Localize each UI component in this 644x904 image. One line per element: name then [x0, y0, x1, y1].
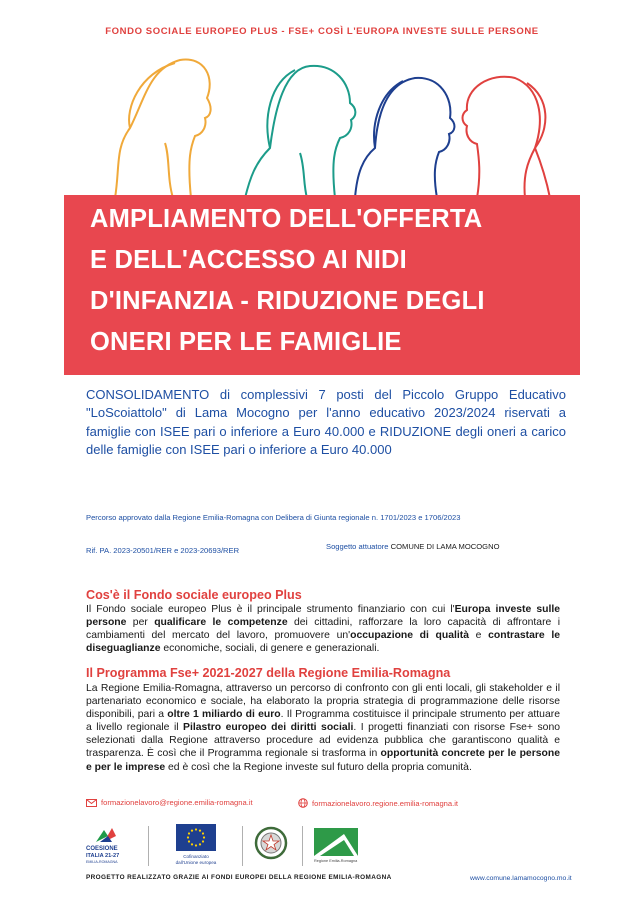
- face-navy-outline: [355, 78, 454, 198]
- footer-project-note: PROGETTO REALIZZATO GRAZIE AI FONDI EUROPEI DELLA REGIONE EMILIA-ROMAGNA: [86, 874, 392, 881]
- title-line: E DELL'ACCESSO AI NIDI: [90, 246, 407, 274]
- region-caption: Regione Emilia-Romagna: [314, 859, 358, 863]
- globe-icon: [298, 798, 308, 808]
- eu-caption: dall'Unione europea: [175, 860, 217, 865]
- text-run-bold: qualificare le competenze: [154, 617, 288, 629]
- reference-codes: Rif. PA. 2023-20501/RER e 2023-20693/RER: [86, 546, 240, 555]
- text-run: e: [469, 630, 489, 642]
- section-body-programma: [86, 682, 560, 774]
- face-teal-outline: [245, 66, 355, 198]
- coesione-mark-icon: [94, 824, 124, 844]
- approval-note: Percorso approvato dalla Regione Emilia-Romagna con Delibera di Giunta regionale n. 1701/2023 e 1706/2023: [86, 513, 461, 522]
- face-red-outline: [463, 77, 551, 198]
- coesione-text: ITALIA 21-27: [86, 853, 120, 859]
- text-run-bold: Pilastro europeo dei diritti sociali: [183, 722, 354, 734]
- text-run: Il Fondo sociale europeo Plus è il principale strumento finanziario con cui l': [86, 604, 455, 615]
- implementing-body-value: COMUNE DI LAMA MOCOGNO: [390, 542, 500, 551]
- contact-web[interactable]: [298, 798, 458, 808]
- coesione-italia-logo: [86, 822, 132, 870]
- text-run: economiche, sociali, di genere e generazionali.: [160, 643, 380, 655]
- text-run: La Regione Emilia-Romagna, attraverso un percorso di confronto con gli enti locali, gli stakeholder e il partenariato economico e sociale, ha elaborato la propria strategia di programmazione delle risorse disponibili, pari a: [86, 683, 560, 721]
- title-block: [64, 195, 580, 375]
- italian-republic-emblem: [254, 824, 288, 864]
- emblem-icon: [254, 824, 288, 862]
- eu-flag-icon: [176, 824, 216, 851]
- implementing-body: [326, 542, 499, 551]
- text-run-bold: opportunità concrete per le persone e per le imprese: [86, 748, 560, 773]
- coesione-text: EMILIA-ROMAGNA: [86, 860, 118, 864]
- logo-divider: [148, 826, 149, 866]
- coesione-text: COESIONE: [86, 846, 118, 852]
- footer-website-link[interactable]: www.comune.lamamocogno.mo.it: [470, 875, 572, 882]
- title-line: ONERI PER LE FAMIGLIE: [90, 328, 402, 356]
- eu-cofinanced-logo: [166, 824, 226, 870]
- section-title-programma: Il Programma Fse+ 2021-2027 della Regione Emilia-Romagna: [86, 666, 451, 680]
- regione-emilia-romagna-logo: [314, 828, 374, 868]
- intro-paragraph: CONSOLIDAMENTO di complessivi 7 posti del Piccolo Gruppo Educativo "LoScoiattolo" di Lama Mocogno per l'anno educativo 2023/2024 riservati a famiglie con ISEE pari o inferiore a Euro 40.000 e RIDUZIONE degli oneri a carico delle famiglie con ISEE pari o inferiore a Euro 40.000: [86, 387, 566, 457]
- contact-web-text[interactable]: formazionelavoro.regione.emilia-romagna.it: [312, 798, 459, 808]
- implementing-body-label: Soggetto attuatore: [326, 542, 389, 551]
- logo-divider: [242, 826, 243, 866]
- text-run-bold: contrastare le diseguaglianze: [86, 630, 560, 655]
- text-run: dei cittadini, rafforzare la loro capacità di affrontare i cambiamenti del mercato del lavoro, promuovere un': [86, 617, 561, 642]
- text-run-bold: oltre 1 miliardo di euro: [167, 709, 281, 721]
- title-line: D'INFANZIA - RIDUZIONE DEGLI: [90, 287, 485, 315]
- title-line: AMPLIAMENTO DELL'OFFERTA: [90, 205, 483, 233]
- contact-email[interactable]: [86, 798, 253, 807]
- text-run-bold: Europa investe sulle persone: [86, 604, 560, 629]
- logos-row: [86, 822, 386, 870]
- text-run: per: [126, 617, 155, 629]
- text-run: . Il Programma costituisce il principale strumento per attuare a livello regionale il: [86, 709, 560, 734]
- text-run-bold: occupazione di qualità: [350, 630, 470, 642]
- contact-email-text[interactable]: formazionelavoro@regione.emilia-romagna.it: [101, 798, 253, 807]
- envelope-icon: [86, 799, 97, 807]
- logo-divider: [302, 826, 303, 866]
- text-run: . I progetti finanziati con risorse Fse+ sono selezionati dalla Regione attraverso procedure ad evidenza pubblica che garantiscono qualità e trasparenza. È così che il Programma regionale si trasforma in: [86, 722, 561, 760]
- region-mark-icon: [314, 828, 358, 856]
- faces-illustration: [95, 48, 565, 198]
- face-orange-outline: [115, 60, 211, 198]
- section-body-fse: [86, 603, 560, 655]
- section-title-fse: Cos'è il Fondo sociale europeo Plus: [86, 588, 302, 602]
- eu-caption: Cofinanziato: [183, 854, 209, 859]
- text-run: ed è così che la Regione investe sul futuro della propria comunità.: [165, 761, 472, 773]
- top-banner: FONDO SOCIALE EUROPEO PLUS - FSE+ COSÌ L'EUROPA INVESTE SULLE PERSONE: [105, 26, 539, 37]
